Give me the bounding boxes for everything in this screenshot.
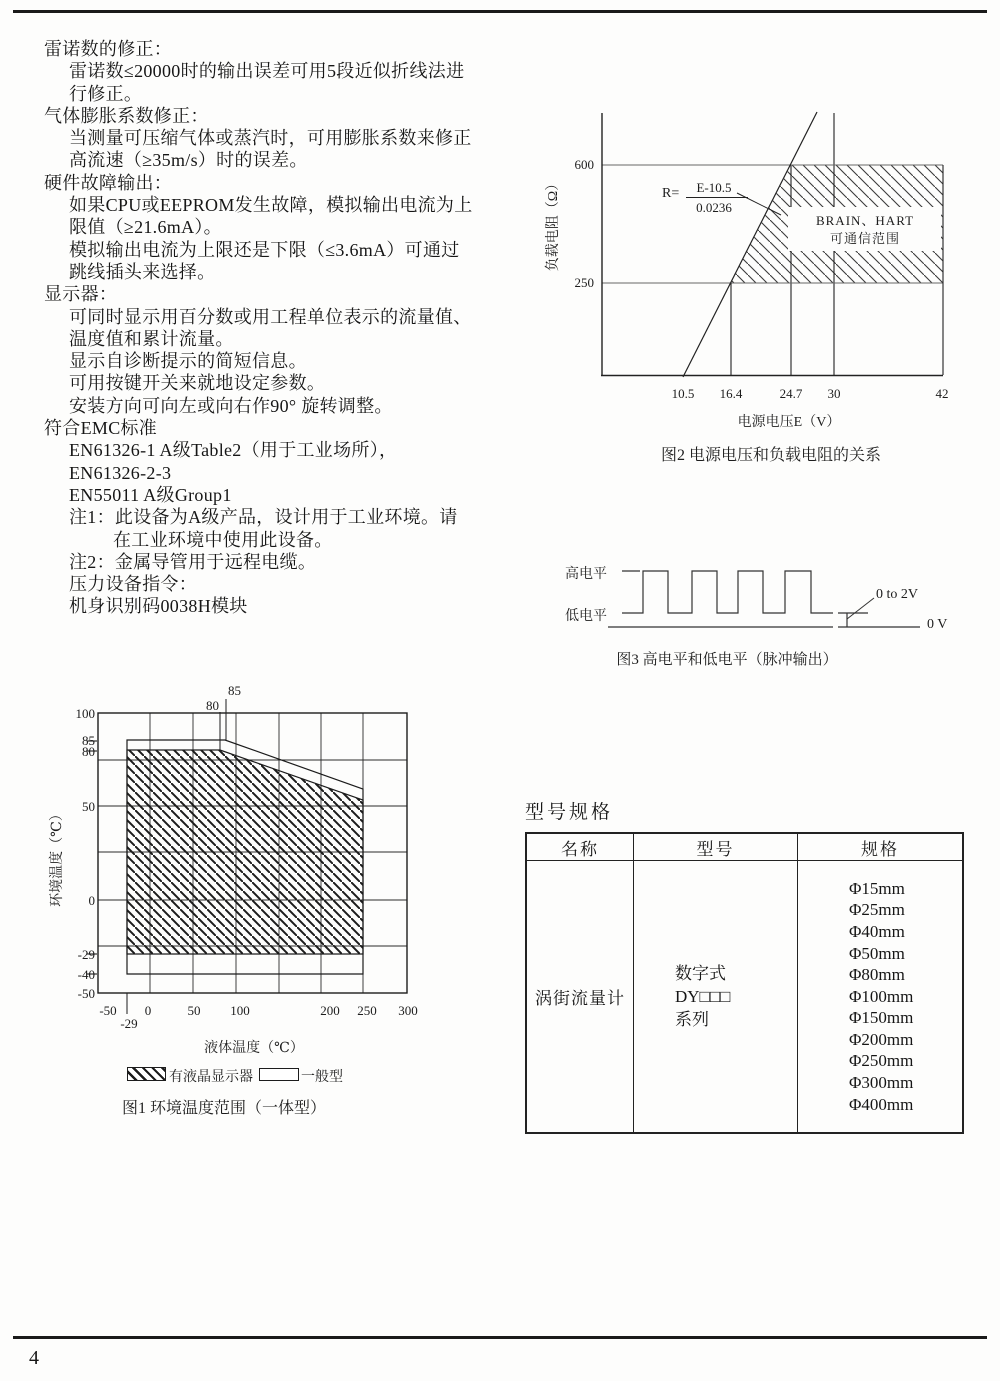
text-line: 如果CPU或EEPROM发生故障，模拟输出电流为上 [69, 195, 473, 216]
text-line: 在工业环境中使用此设备。 [113, 529, 333, 550]
fig3-caption: 图3 高电平和低电平（脉冲输出） [616, 652, 838, 668]
model-line: 数字式 [675, 964, 726, 983]
fig3-pulse-train [622, 571, 833, 613]
spec-table-title: 型号规格 [525, 802, 614, 823]
text-line: 雷诺数的修正： [44, 39, 173, 59]
fig1-callout-85: 85 [228, 683, 241, 698]
fig1-x-tick: 50 [187, 1003, 201, 1018]
text-line: 符合EMC标准 [44, 418, 158, 439]
fig2-formula-numerator: E-10.5 [696, 180, 732, 195]
fig1-y-tick: 50 [82, 799, 95, 814]
text-line: 硬件故障输出： [44, 172, 173, 193]
text-line: 高流速（≥35m/s）时的误差。 [69, 150, 308, 171]
size-item: Φ80mm [849, 965, 905, 985]
fig1-y-tick-dashes [87, 741, 97, 974]
spec-table-product-cell [527, 861, 634, 1132]
fig1-x-tick-minus29: -29 [120, 1016, 138, 1031]
fig2-x-tick: 42 [935, 386, 949, 401]
fig2-caption: 图2 电源电压和负载电阻的关系 [660, 447, 881, 464]
fig1-y-tick: 80 [82, 744, 95, 759]
fig1-x-tick: 300 [398, 1003, 418, 1018]
text-line: 安装方向可向左或向右作90° 旋转调整。 [69, 395, 393, 416]
fig2-x-tick: 24.7 [779, 386, 803, 401]
fig1-x-tick: 200 [320, 1003, 340, 1018]
fig2-y-axis-label: 负载电阻（Ω） [546, 176, 561, 272]
fig1-chart [40, 670, 460, 1020]
text-line: 注1：此设备为A级产品，设计用于工业环境。请 [69, 507, 458, 528]
text-line: 雷诺数≤20000时的输出误差可用5段近似折线法进 [69, 61, 465, 82]
size-item: Φ50mm [849, 943, 905, 963]
bottom-rule [13, 1336, 987, 1339]
spec-table [525, 832, 964, 1134]
fig3-high-level-label: 高电平 [565, 567, 607, 582]
size-item: Φ25mm [849, 900, 905, 920]
fig2-x-axis-label: 电源电压E（V） [737, 415, 841, 430]
text-line: 跳线插头来选择。 [69, 261, 216, 282]
size-item: Φ40mm [849, 921, 905, 941]
size-item: Φ200mm [849, 1029, 914, 1049]
fig1-legend-hatched-label: 有液晶显示器 [169, 1070, 253, 1085]
size-item: Φ15mm [849, 878, 905, 898]
text-line: 可同时显示用百分数或用工程单位表示的流量值、 [69, 306, 472, 327]
fig2-y-tick-600: 600 [574, 157, 594, 172]
spec-text-block [44, 38, 534, 618]
fig1-x-tick: -50 [99, 1003, 117, 1018]
fig2-formula-lhs: R= [662, 186, 680, 201]
fig2-formula-denominator: 0.0236 [696, 200, 732, 215]
spec-table-header-size: 规格 [798, 834, 962, 861]
text-line: EN55011 A级Group1 [69, 484, 232, 505]
size-item: Φ150mm [849, 1008, 914, 1028]
fig2-x-tick: 30 [827, 386, 841, 401]
text-line: 显示器： [44, 284, 118, 305]
fig1-y-tick: -50 [77, 986, 95, 1001]
text-line: 可用按键开关来就地设定参数。 [69, 373, 326, 394]
fig3-waveform [540, 550, 1000, 650]
fig1-y-tick: -29 [77, 947, 95, 962]
model-line: DY□□□ [675, 987, 731, 1006]
fig1-caption: 图1 环境温度范围（一体型） [122, 1100, 327, 1117]
fig3-range-leader [847, 598, 874, 619]
spec-table-header-name: 名称 [527, 834, 634, 861]
fig1-x-axis-label: 液体温度（℃） [204, 1041, 304, 1056]
text-line: 压力设备指令： [69, 574, 198, 595]
page-number: 4 [29, 1347, 39, 1369]
fig1-x-tick: 0 [144, 1003, 152, 1018]
text-line: 气体膨胀系数修正： [44, 105, 209, 126]
product-name: 涡街流量计 [535, 989, 625, 1008]
fig1-y-tick: 0 [88, 893, 95, 908]
fig3-range-label: 0 to 2V [876, 587, 918, 602]
text-line: 当测量可压缩气体或蒸汽时，可用膨胀系数来修正 [69, 128, 472, 149]
size-item: Φ400mm [849, 1094, 914, 1114]
text-line: EN61326-1 A级Table2（用于工业场所）， [69, 440, 398, 461]
fig2-y-tick-250: 250 [574, 275, 594, 290]
size-item: Φ250mm [849, 1051, 914, 1071]
fig3-zero-label: 0 V [927, 617, 948, 632]
fig1-callout-80: 80 [206, 698, 219, 713]
text-line: 温度值和累计流量。 [69, 328, 234, 349]
fig2-region-label-line1: BRAIN、HART [815, 213, 915, 228]
fig1-y-tick: 100 [75, 706, 95, 721]
text-line: 注2：金属导管用于远程电缆。 [69, 551, 317, 572]
fig3-low-level-label: 低电平 [565, 609, 607, 624]
spec-table-header-model: 型号 [634, 834, 798, 861]
top-rule [13, 10, 987, 13]
fig2-x-tick: 16.4 [719, 386, 743, 401]
fig1-y-tick: 85 [82, 733, 95, 748]
fig1-y-tick: -40 [77, 967, 95, 982]
fig1-legend-hatched-swatch [127, 1067, 166, 1081]
spec-table-model-cell [634, 861, 798, 1132]
text-line: EN61326-2-3 [69, 462, 172, 483]
text-line: 行修正。 [69, 83, 143, 104]
fig2-region-label-line2: 可通信范围 [829, 231, 900, 246]
model-line: 系列 [675, 1010, 709, 1029]
size-item: Φ300mm [849, 1073, 914, 1093]
fig2-x-tick: 10.5 [671, 386, 695, 401]
text-line: 显示自诊断提示的简短信息。 [69, 351, 307, 372]
fig1-x-tick: 250 [357, 1003, 377, 1018]
spec-table-size-cell [798, 861, 962, 1132]
fig1-legend-plain-label: 一般型 [301, 1070, 343, 1085]
text-line: 机身识别码0038H模块 [69, 596, 248, 617]
text-line: 模拟输出电流为上限还是下限（≤3.6mA）可通过 [69, 239, 460, 260]
fig1-x-tick: 100 [230, 1003, 250, 1018]
fig1-y-axis-label: 环境温度（℃） [50, 807, 65, 907]
fig1-legend-plain-swatch [259, 1068, 299, 1081]
text-line: 限值（≥21.6mA）。 [69, 217, 222, 238]
size-item: Φ100mm [849, 986, 914, 1006]
fig1-lcd-region [127, 750, 363, 954]
